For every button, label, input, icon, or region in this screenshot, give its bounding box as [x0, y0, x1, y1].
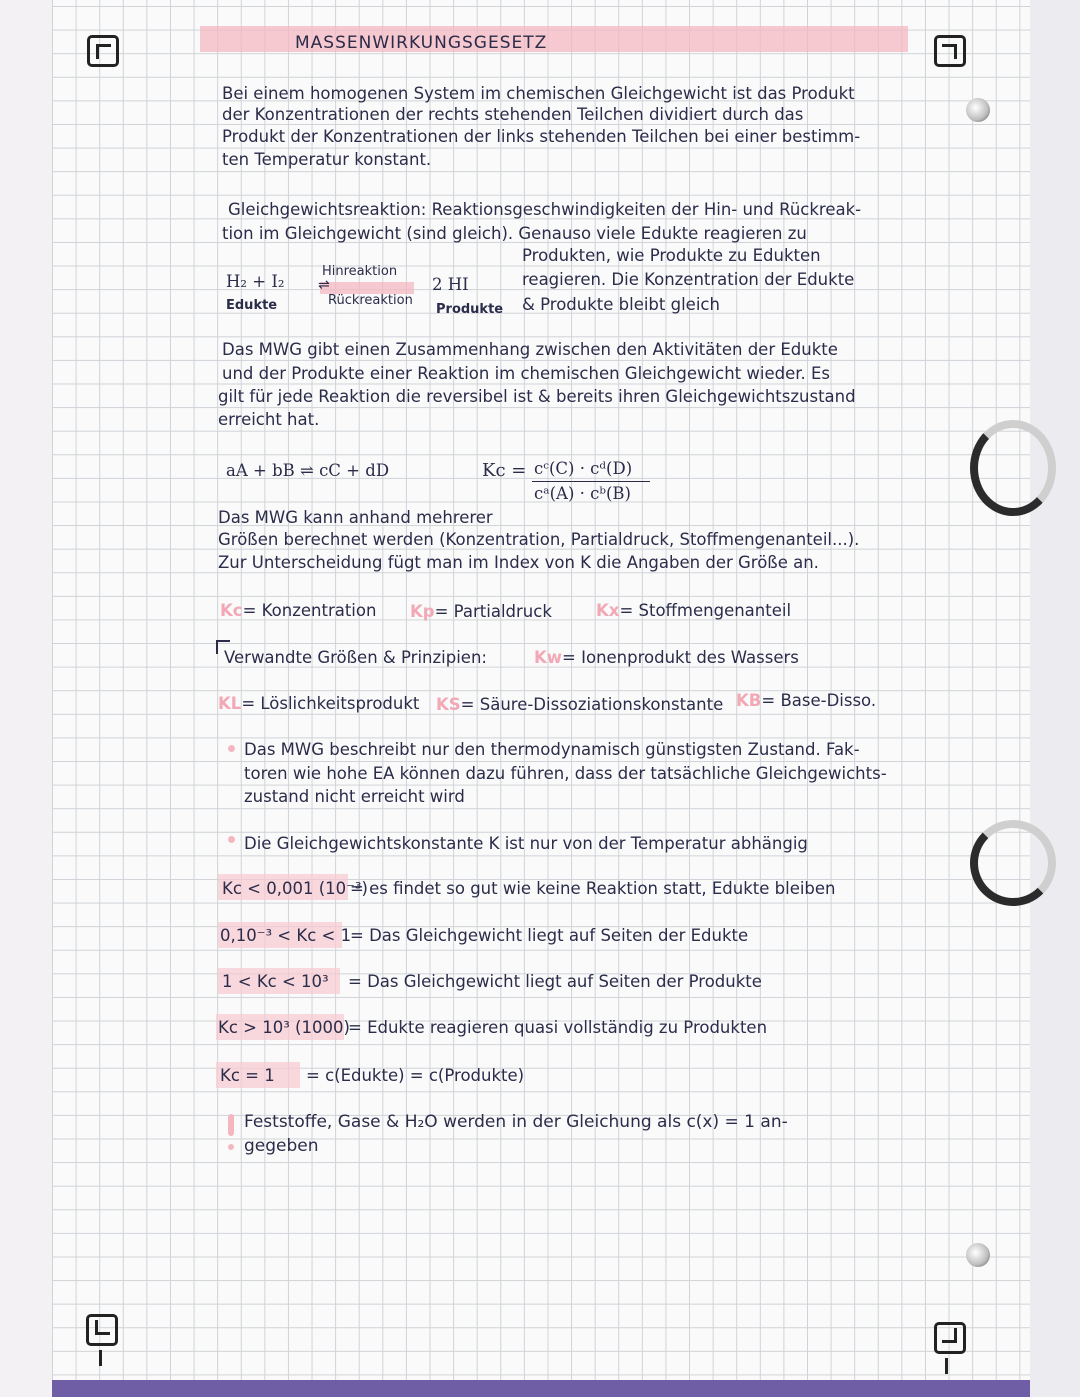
- equilibrium-constant-symbol: Kc =: [482, 460, 527, 481]
- equation-denominator: cᵃ(A) · cᵇ(B): [534, 484, 631, 503]
- intro-line: der Konzentrationen der rechts stehenden Teilchen dividiert durch das: [222, 105, 804, 124]
- range-text: = c(Edukte) = c(Produkte): [306, 1066, 525, 1085]
- mwg-line: erreicht hat.: [218, 410, 320, 429]
- mwg-line: Das MWG gibt einen Zusammenhang zwischen den Aktivitäten der Edukte: [222, 340, 838, 359]
- corner-bar-left-icon: [99, 1350, 102, 1366]
- range-condition: Kc < 0,001 (10⁻³): [222, 879, 368, 898]
- k-type-acid: KS= Säure-Dissoziationskonstante: [436, 695, 724, 714]
- quantities-line: Das MWG kann anhand mehrerer: [218, 508, 493, 527]
- fraction-bar: [532, 481, 650, 482]
- reaction-products-label: Produkte: [436, 302, 504, 317]
- corner-bar-right-icon: [945, 1358, 948, 1374]
- range-condition: 0,10⁻³ < Kc < 1: [220, 926, 352, 945]
- page-title: MASSENWIRKUNGSGESETZ: [295, 33, 548, 53]
- note-line: zustand nicht erreicht wird: [244, 787, 465, 806]
- binder-ring-icon: [970, 420, 1056, 516]
- equilibrium-line: Produkten, wie Produkte zu Edukten: [522, 246, 821, 265]
- k-type-concentration: Kc= Konzentration: [220, 601, 377, 620]
- final-note-line: Feststoffe, Gase & H₂O werden in der Gleichung als c(x) = 1 an-: [244, 1112, 788, 1132]
- binder-ring-icon: [970, 820, 1056, 906]
- range-condition: Kc = 1: [220, 1066, 275, 1085]
- intro-line: Bei einem homogenen System im chemischen Gleichgewicht ist das Produkt: [222, 84, 855, 103]
- range-condition: Kc > 10³ (1000): [218, 1018, 350, 1037]
- range-text: = Das Gleichgewicht liegt auf Seiten der Produkte: [348, 972, 762, 991]
- k-type-ion-product: Kw= Ionenprodukt des Wassers: [534, 648, 799, 667]
- page-edge-right: [1030, 0, 1080, 1397]
- note-line: toren wie hohe EA können dazu führen, dass der tatsächliche Gleichgewichts-: [244, 764, 887, 783]
- binder-hole-icon: [966, 1243, 990, 1267]
- intro-line: ten Temperatur konstant.: [222, 150, 432, 169]
- k-type-base: KB= Base-Disso.: [736, 691, 877, 710]
- equilibrium-line: tion im Gleichgewicht (sind gleich). Genauso viele Edukte reagieren zu: [222, 224, 807, 243]
- exclamation-dot-icon: [228, 1144, 234, 1150]
- page-edge-bottom: [52, 1380, 1030, 1397]
- quantities-line: Größen berechnet werden (Konzentration, Partialdruck, Stoffmengenanteil...).: [218, 530, 860, 549]
- reaction-educts-label: Edukte: [226, 298, 278, 313]
- quantities-line: Zur Unterscheidung fügt man im Index von K die Angaben der Größe an.: [218, 553, 819, 572]
- bullet-icon: [228, 836, 235, 843]
- range-text: = Das Gleichgewicht liegt auf Seiten der Edukte: [350, 926, 749, 945]
- temperature-note: Die Gleichgewichtskonstante K ist nur von der Temperatur abhängig: [244, 834, 808, 853]
- reaction-equation: aA + bB ⇌ cC + dD: [226, 461, 390, 480]
- exclamation-icon: [228, 1114, 234, 1136]
- range-condition: 1 < Kc < 10³: [222, 972, 329, 991]
- k-type-solubility: KL= Löslichkeitsprodukt: [218, 694, 420, 713]
- equation-numerator: cᶜ(C) · cᵈ(D): [534, 459, 633, 478]
- mwg-line: und der Produkte einer Reaktion im chemischen Gleichgewicht wieder. Es: [222, 364, 831, 383]
- equilibrium-arrow-icon: ⇌: [318, 277, 330, 293]
- corner-mark-top-left-icon: [87, 35, 119, 67]
- k-type-partial-pressure: Kp= Partialdruck: [410, 602, 552, 621]
- final-note-line: gegeben: [244, 1136, 319, 1156]
- binder-hole-icon: [966, 98, 990, 122]
- intro-line: Produkt der Konzentrationen der links stehenden Teilchen bei einer bestimm-: [222, 127, 861, 146]
- forward-reaction-label: Hinreaktion: [322, 264, 398, 279]
- equilibrium-line: & Produkte bleibt gleich: [522, 295, 720, 314]
- range-text: = es findet so gut wie keine Reaktion statt, Edukte bleiben: [350, 879, 836, 898]
- k-type-mole-fraction: Kx= Stoffmengenanteil: [596, 601, 792, 620]
- reaction-educts: H₂ + I₂: [226, 272, 285, 291]
- related-quantities-label: Verwandte Größen & Prinzipien:: [224, 648, 487, 667]
- range-text: = Edukte reagieren quasi vollständig zu Produkten: [348, 1018, 768, 1037]
- mwg-line: gilt für jede Reaktion die reversibel ist & bereits ihren Gleichgewichtszustand: [218, 387, 856, 406]
- equilibrium-line: Gleichgewichtsreaktion: Reaktionsgeschwindigkeiten der Hin- und Rückreak-: [228, 200, 862, 219]
- corner-mark-bottom-left-icon: [86, 1314, 118, 1346]
- corner-mark-top-right-icon: [934, 35, 966, 67]
- corner-mark-bottom-right-icon: [934, 1322, 966, 1354]
- equilibrium-line: reagieren. Die Konzentration der Edukte: [522, 270, 855, 289]
- note-line: Das MWG beschreibt nur den thermodynamisch günstigsten Zustand. Fak-: [244, 740, 860, 759]
- reaction-products: 2 HI: [432, 275, 469, 294]
- bullet-icon: [228, 745, 235, 752]
- backward-reaction-label: Rückreaktion: [328, 293, 413, 308]
